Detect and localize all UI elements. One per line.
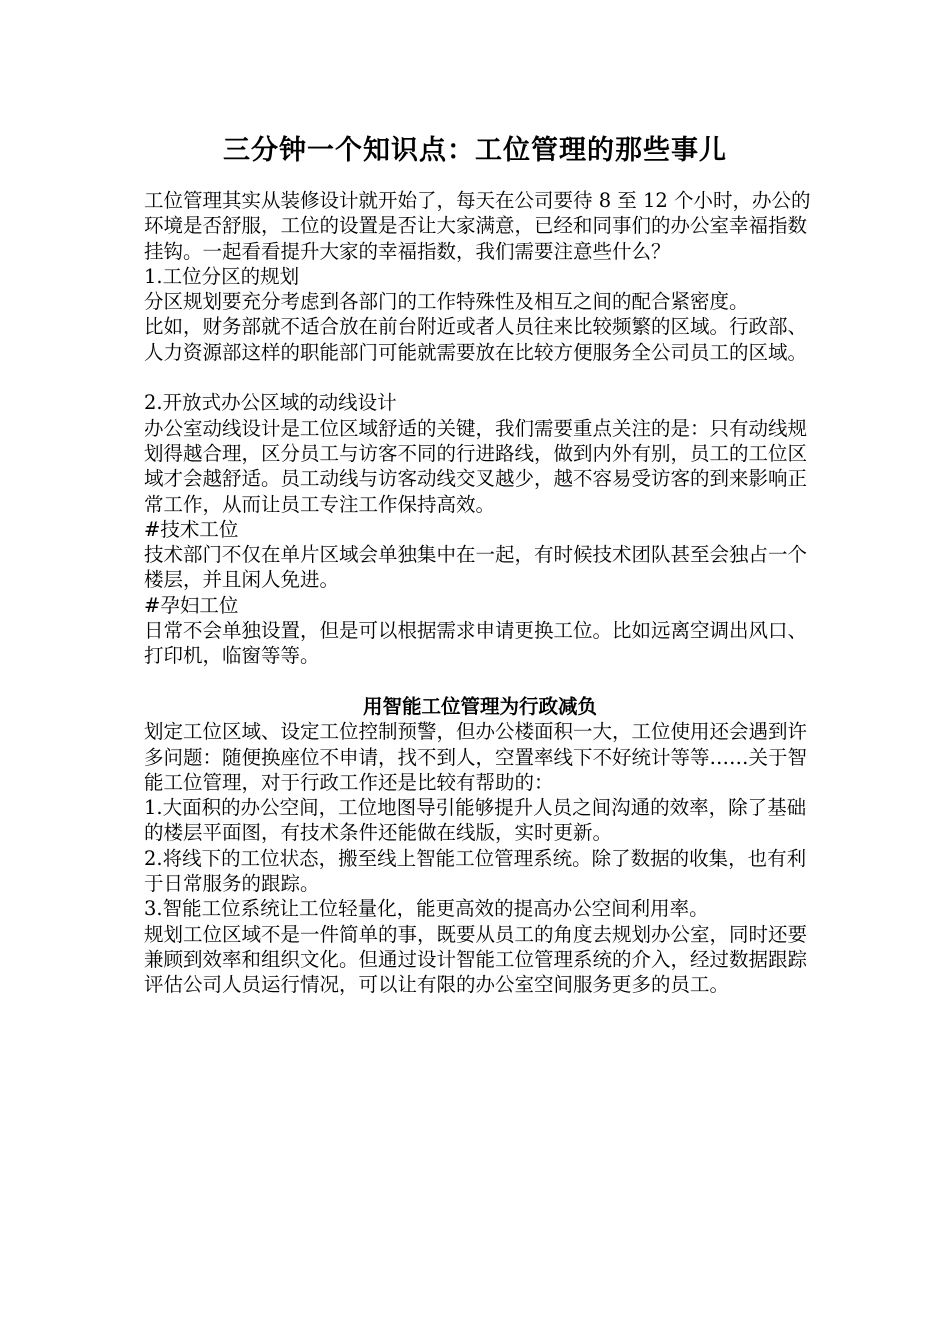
section3-conclusion: 规划工位区域不是一件简单的事，既要从员工的角度去规划办公室，同时还要兼顾到效率和组织文化。但通过设计智能工位管理系统的介入，经过数据跟踪评估公司人员运行情况，可以让有限的办公室空间服务更多的员工。 [144,922,808,997]
pregnant-workstation-text: 日常不会单独设置，但是可以根据需求申请更换工位。比如远离空调出风口、打印机，临窗等等。 [144,619,808,668]
section1-paragraph-2: 比如，财务部就不适合放在前台附近或者人员往来比较频繁的区域。行政部、人力资源部这样的职能部门可能就需要放在比较方便服务全公司员工的区域。 [144,315,808,364]
tech-workstation-tag: #技术工位 [144,517,239,541]
tech-workstation-text: 技术部门不仅在单片区域会单独集中在一起，有时候技术团队甚至会独占一个楼层，并且闲人免进。 [144,543,808,592]
document-title: 三分钟一个知识点：工位管理的那些事儿 [223,135,727,166]
section2-heading: 2.开放式办公区域的动线设计 [144,391,397,415]
section2-paragraph-1: 办公室动线设计是工位区域舒适的关键，我们需要重点关注的是：只有动线规划得越合理，区分员工与访客不同的行进路线，做到内外有别，员工的工位区域才会越舒适。员工动线与访客动线交叉越少，越不容易受访客的到来影响正常工作，从而让员工专注工作保持高效。 [144,416,808,516]
section3-point-1: 1.大面积的办公空间，工位地图导引能够提升人员之间沟通的效率，除了基础的楼层平面图，有技术条件还能做在线版，实时更新。 [144,796,807,845]
pregnant-workstation-tag: #孕妇工位 [144,593,239,617]
document-body [144,188,816,998]
section1-paragraph-1: 分区规划要充分考虑到各部门的工作特殊性及相互之间的配合紧密度。 [144,290,749,314]
section1-heading: 1.工位分区的规划 [144,264,300,288]
section3-point-2: 2.将线下的工位状态，搬至线上智能工位管理系统。除了数据的收集，也有利于日常服务的跟踪。 [144,846,807,896]
intro-paragraph: 工位管理其实从装修设计就开始了，每天在公司要待 8 至 12 个小时，办公的环境是否舒服，工位的设置是否让大家满意，已经和同事们的办公室幸福指数挂钩。一起看看提升大家的幸福指数，我们需要注意些什么？ [144,189,811,263]
blank-line [144,669,816,694]
section3-point-3: 3.智能工位系统让工位轻量化，能更高效的提高办公空间利用率。 [144,897,709,921]
section3-heading: 用智能工位管理为行政减负 [362,694,597,718]
section3-intro: 划定工位区域、设定工位控制预警，但办公楼面积一大，工位使用还会遇到许多问题：随便换座位不申请，找不到人，空置率线下不好统计等等……关于智能工位管理，对于行政工作还是比较有帮助的： [144,720,808,794]
blank-line [144,365,816,390]
